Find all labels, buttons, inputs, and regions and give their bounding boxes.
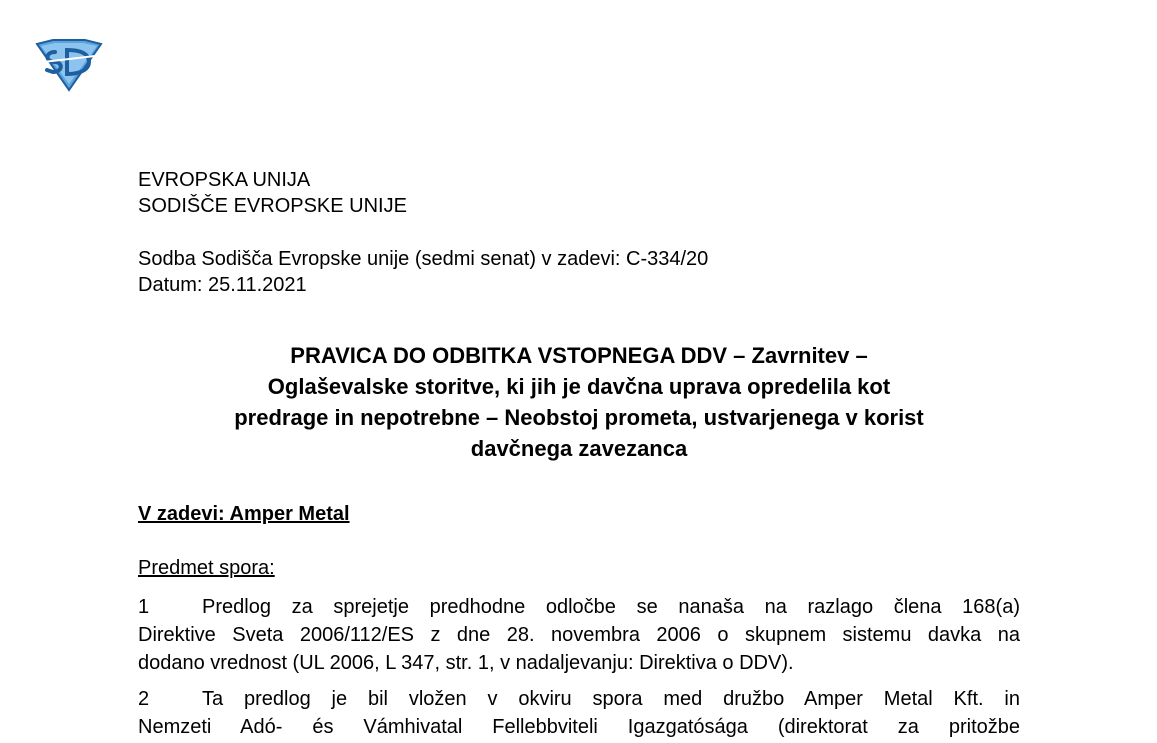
heading-union: EVROPSKA UNIJA — [138, 169, 311, 191]
title-line-4: davčnega zavezanca — [470, 436, 688, 461]
paragraph-number: 1 — [138, 596, 150, 618]
paragraph-2 — [138, 685, 1020, 741]
paragraph-1-line-3: dodano vrednost (UL 2006, L 347, str. 1, v nadaljevanju: Direktiva o DDV). — [138, 652, 794, 674]
paragraph-2-line-2: Nemzeti Adó- és Vámhivatal Fellebbviteli Igazgatósága (direktorat za pritožbe — [138, 716, 1020, 738]
title-line-1: PRAVICA DO ODBITKA VSTOPNEGA DDV – Zavrnitev – — [290, 343, 868, 368]
paragraph-1-line-2: Direktive Sveta 2006/112/ES z dne 28. novembra 2006 o skupnem sistemu davka na — [138, 624, 1020, 646]
paragraph-1 — [138, 593, 1020, 677]
paragraph-number: 2 — [138, 688, 150, 710]
heading-court: SODIŠČE EVROPSKE UNIJE — [138, 195, 407, 217]
subject-label: Predmet spora: — [138, 557, 275, 579]
case-date: Datum: 25.11.2021 — [138, 274, 307, 296]
paragraph-1-line-1: 1 Predlog za sprejetje predhodne odločbe se nanaša na razlago člena 168(a) — [138, 593, 1020, 621]
title-line-2: Oglaševalske storitve, ki jih je davčna uprava opredelila kot — [267, 374, 891, 399]
party-heading: V zadevi: Amper Metal — [138, 503, 350, 525]
court-emblem-logo — [33, 38, 105, 92]
document-title — [138, 340, 1020, 464]
case-info — [138, 246, 708, 298]
paragraph-2-line-1: 2 Ta predlog je bil vložen v okviru spora med družbo Amper Metal Kft. in — [138, 685, 1020, 713]
title-line-3: predrage in nepotrebne – Neobstoj prometa, ustvarjenega v korist — [234, 405, 924, 430]
case-judgment: Sodba Sodišča Evropske unije (sedmi senat) v zadevi: C-334/20 — [138, 248, 709, 270]
court-heading — [138, 167, 407, 219]
